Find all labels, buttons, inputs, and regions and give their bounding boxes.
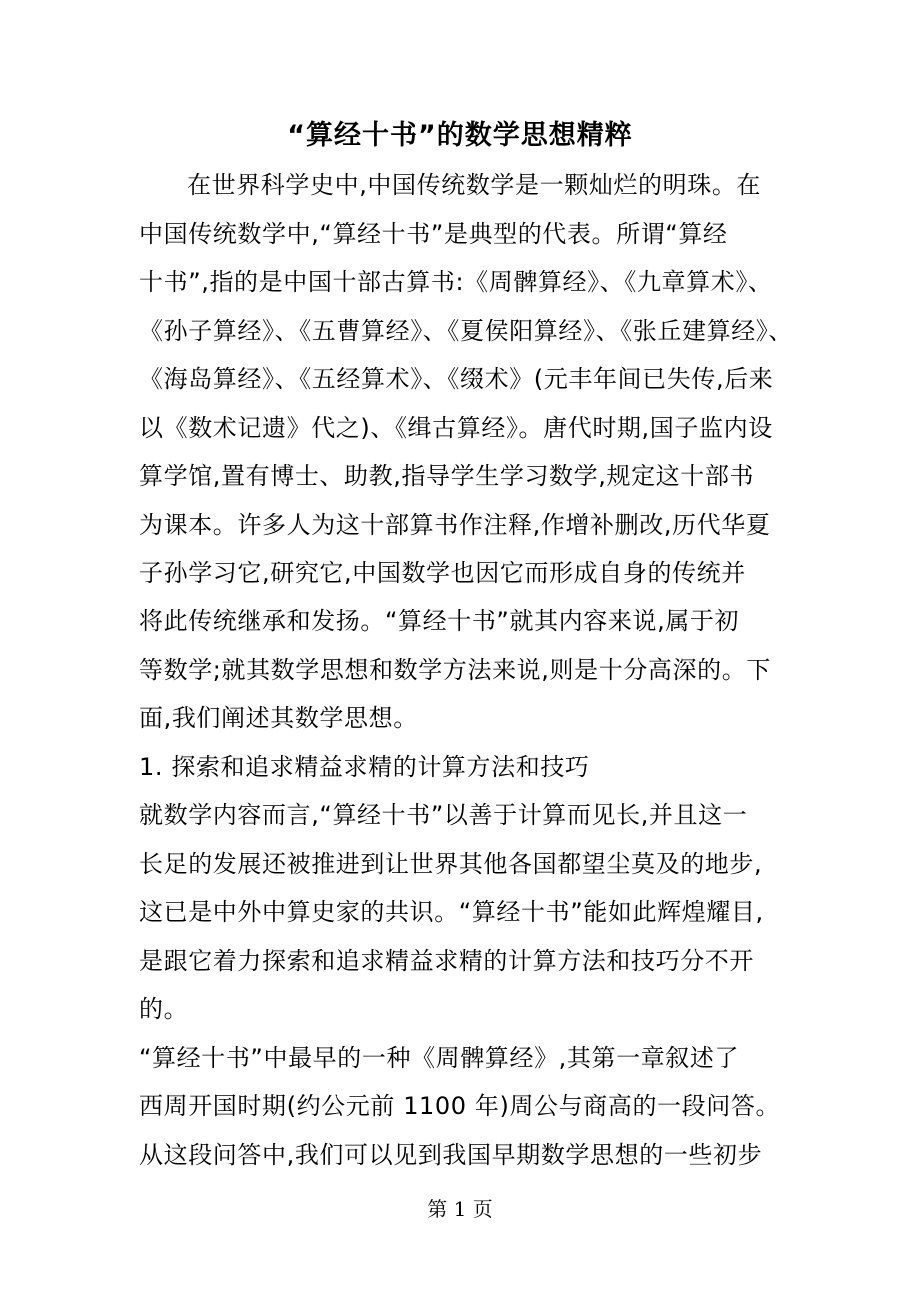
text-line: 《海岛算经》、《五经算术》、《缀术》(元丰年间已失传,后来: [139, 365, 774, 393]
text-line: 十书”,指的是中国十部古算书:《周髀算经》、《九章算术》、: [139, 268, 773, 296]
page-number: 第 1 页: [427, 1197, 493, 1221]
text-line: 将此传统继承和发扬。“算经十书”就其内容来说,属于初: [139, 607, 740, 635]
text-line: 西周开国时期(约公元前 1100 年)周公与商高的一段问答。: [139, 1092, 781, 1120]
text-line: 这已是中外中算史家的共识。“算经十书”能如此辉煌耀目,: [139, 898, 764, 926]
text-line: 在世界科学史中,中国传统数学是一颗灿烂的明珠。在: [187, 171, 762, 199]
text-line: 以《数术记遗》代之)、《缉古算经》。唐代时期,国子监内设: [139, 414, 773, 442]
text-line: “算经十书”中最早的一种《周髀算经》,其第一章叙述了: [139, 1044, 740, 1072]
text-line: 等数学;就其数学思想和数学方法来说,则是十分高深的。下: [139, 656, 771, 684]
text-line: 《孙子算经》、《五曹算经》、《夏侯阳算经》、《张丘建算经》、: [139, 317, 793, 345]
text-line: 中国传统数学中,“算经十书”是典型的代表。所谓“算经: [139, 220, 728, 248]
text-line: 算学馆,置有博士、助教,指导学生学习数学,规定这十部书: [139, 462, 755, 490]
text-line: 为课本。许多人为这十部算书作注释,作增补删改,历代华夏: [139, 511, 771, 539]
text-line: 是跟它着力探索和追求精益求精的计算方法和技巧分不开: [139, 947, 754, 975]
document-title: “算经十书”的数学思想精粹: [287, 120, 633, 151]
text-line: 面,我们阐述其数学思想。: [139, 704, 418, 732]
text-line: 长足的发展还被推进到让世界其他各国都望尘莫及的地步,: [139, 850, 763, 878]
text-line: 的。: [139, 995, 189, 1023]
text-line: 从这段问答中,我们可以见到我国早期数学思想的一些初步: [139, 1141, 763, 1169]
text-line: 子孙学习它,研究它,中国数学也因它而形成自身的传统并: [139, 559, 746, 587]
section-heading: 1. 探索和追求精益求精的计算方法和技巧: [139, 753, 590, 781]
text-line: 就数学内容而言,“算经十书”以善于计算而见长,并且这一: [139, 801, 748, 829]
